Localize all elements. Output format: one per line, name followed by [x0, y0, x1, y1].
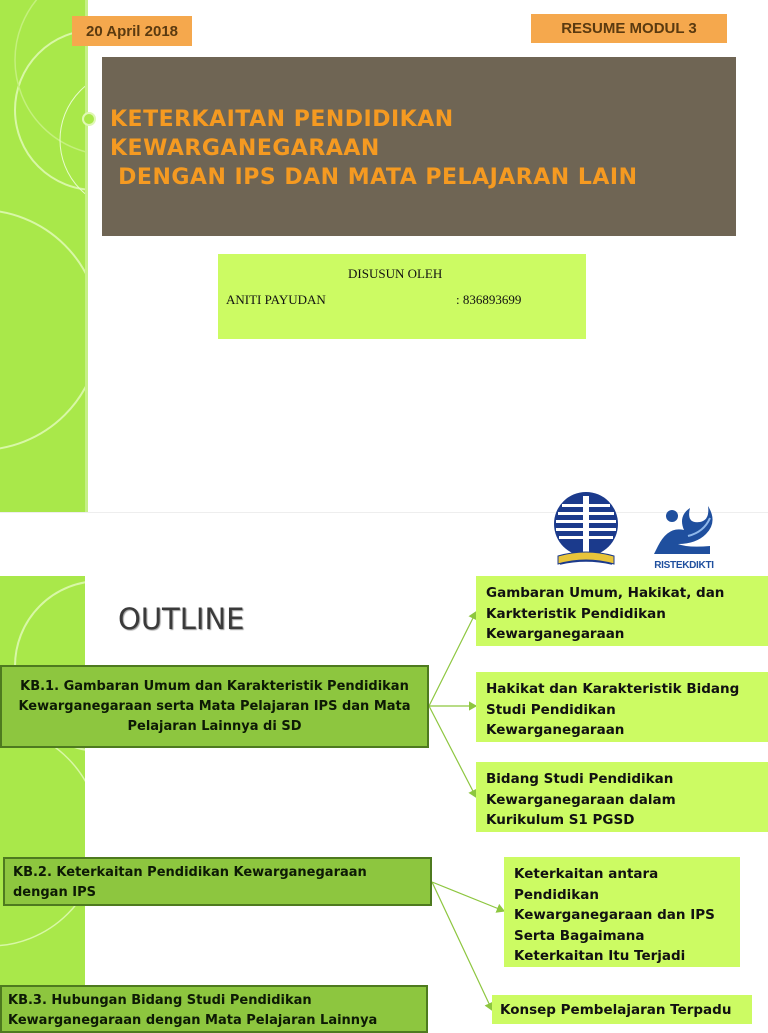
- kb1-label: KB.1. Gambaran Umum dan Karakteristik Pendidikan Kewarganegaraan serta Mata Pelajaran IPS dan Mata Pelajaran Lainnya di SD: [18, 678, 411, 734]
- kb2-label: KB.2. Keterkaitan Pendidikan Kewarganegaraan dengan IPS: [13, 865, 367, 900]
- author-heading: DISUSUN OLEH: [348, 266, 443, 281]
- title-line-2: KEWARGANEGARAAN: [110, 136, 380, 161]
- sub-topic-1-label: Gambaran Umum, Hakikat, dan Karkteristik Pendidikan Kewarganegaraan: [486, 585, 725, 642]
- sub-topic-5-label: Konsep Pembelajaran Terpadu: [500, 1002, 732, 1018]
- ristekdikti-label: RISTEKDIKTI: [654, 560, 714, 571]
- connector-kb2-sub5: [432, 882, 492, 1010]
- title-line-3: DENGAN IPS DAN MATA PELAJARAN LAIN: [110, 165, 638, 190]
- decorative-band-bottom: [0, 576, 85, 1024]
- sub-topic-4-label: Keterkaitan antara Pendidikan Kewarganegaraan dan IPS Serta Bagaimana Keterkaitan Itu Terjadi: [514, 866, 715, 964]
- ristekdikti-emblem-icon: [648, 496, 720, 562]
- kb1-box: [0, 665, 429, 748]
- university-emblem-icon: [550, 490, 622, 572]
- author-nim: : 836893699: [456, 292, 522, 307]
- module-badge: RESUME MODUL 3: [531, 14, 727, 43]
- sub-topic-4: [504, 857, 740, 967]
- date-badge: 20 April 2018: [72, 16, 192, 46]
- kb3-label: KB.3. Hubungan Bidang Studi Pendidikan Kewarganegaraan dengan Mata Pelajaran Lainnya: [8, 993, 378, 1028]
- sub-topic-2-label: Hakikat dan Karakteristik Bidang Studi Pendidikan Kewarganegaraan: [486, 681, 740, 738]
- connector-kb1-sub1: [429, 612, 476, 706]
- sub-topic-5: [492, 995, 752, 1024]
- ristekdikti-logo: [648, 496, 720, 574]
- sub-topic-2: [476, 672, 768, 742]
- kb2-box: [3, 857, 432, 906]
- university-logo: [550, 490, 622, 572]
- author-box: [218, 254, 586, 339]
- sub-topic-1: [476, 576, 768, 646]
- title-box: [102, 57, 736, 236]
- title-line-1: KETERKAITAN PENDIDIKAN: [110, 107, 454, 132]
- decorative-band-top: [0, 0, 85, 512]
- sub-topic-3: [476, 762, 768, 832]
- kb3-box: [0, 985, 428, 1033]
- connector-kb2-sub4: [432, 882, 504, 911]
- decorative-line-top: [85, 0, 88, 512]
- sub-topic-3-label: Bidang Studi Pendidikan Kewarganegaraan dalam Kurikulum S1 PGSD: [486, 771, 676, 828]
- connector-kb1-sub3: [429, 706, 476, 797]
- outline-heading: OUTLINE: [118, 602, 245, 636]
- author-name: ANITI PAYUDAN: [226, 292, 326, 307]
- decorative-bullet: [82, 112, 96, 126]
